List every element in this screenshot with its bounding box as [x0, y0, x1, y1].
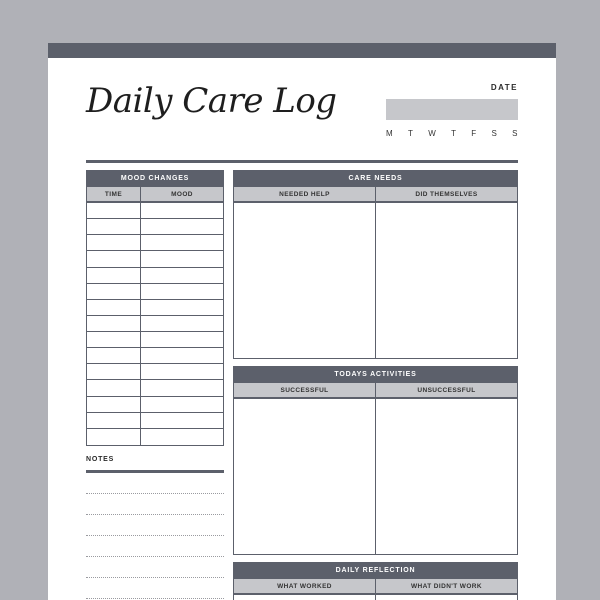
weekday-friday[interactable]: F: [471, 129, 477, 138]
table-row: [87, 379, 223, 380]
activities-divider: [375, 398, 376, 555]
table-row: [87, 396, 223, 397]
weekday-monday[interactable]: M: [386, 129, 394, 138]
did-themselves-column-header: DID THEMSELVES: [375, 186, 518, 202]
notes-line[interactable]: [86, 556, 224, 557]
notes-line[interactable]: [86, 514, 224, 515]
notes-label: NOTES: [86, 456, 115, 463]
table-row: [87, 218, 223, 219]
table-row: [87, 234, 223, 235]
weekday-wednesday[interactable]: W: [428, 129, 437, 138]
care-needs-divider: [375, 202, 376, 359]
table-row: [87, 250, 223, 251]
weekday-selector: [386, 129, 518, 138]
needed-help-column-header: NEEDED HELP: [233, 186, 376, 202]
table-row: [87, 428, 223, 429]
mood-changes-table[interactable]: [86, 202, 224, 446]
table-row: [87, 363, 223, 364]
table-row: [87, 267, 223, 268]
notes-divider: [86, 470, 224, 473]
weekday-saturday[interactable]: S: [491, 129, 498, 138]
date-field[interactable]: [386, 99, 518, 120]
table-row: [87, 315, 223, 316]
notes-line[interactable]: [86, 493, 224, 494]
mood-mood-column-header: MOOD: [140, 186, 224, 202]
table-row: [87, 347, 223, 348]
mood-column-divider: [140, 203, 141, 445]
notes-line[interactable]: [86, 598, 224, 599]
mood-time-column-header: TIME: [86, 186, 141, 202]
notes-line[interactable]: [86, 577, 224, 578]
top-color-bar: [48, 43, 556, 58]
daily-reflection-header: DAILY REFLECTION: [233, 562, 518, 578]
successful-column-header: SUCCESSFUL: [233, 382, 376, 398]
page-title: Daily Care Log: [86, 81, 337, 121]
what-didnt-work-column-header: WHAT DIDN'T WORK: [375, 578, 518, 594]
table-row: [87, 283, 223, 284]
table-row: [87, 299, 223, 300]
what-worked-column-header: WHAT WORKED: [233, 578, 376, 594]
care-needs-header: CARE NEEDS: [233, 170, 518, 186]
mood-changes-header: MOOD CHANGES: [86, 170, 224, 186]
table-row: [87, 331, 223, 332]
reflection-divider: [375, 594, 376, 600]
planner-sheet: [48, 43, 556, 600]
date-label: DATE: [490, 83, 518, 92]
notes-line[interactable]: [86, 535, 224, 536]
unsuccessful-column-header: UNSUCCESSFUL: [375, 382, 518, 398]
weekday-sunday[interactable]: S: [512, 129, 518, 138]
weekday-thursday[interactable]: T: [451, 129, 457, 138]
todays-activities-header: TODAYS ACTIVITIES: [233, 366, 518, 382]
table-row: [87, 412, 223, 413]
header-divider: [86, 160, 518, 163]
weekday-tuesday[interactable]: T: [407, 129, 414, 138]
